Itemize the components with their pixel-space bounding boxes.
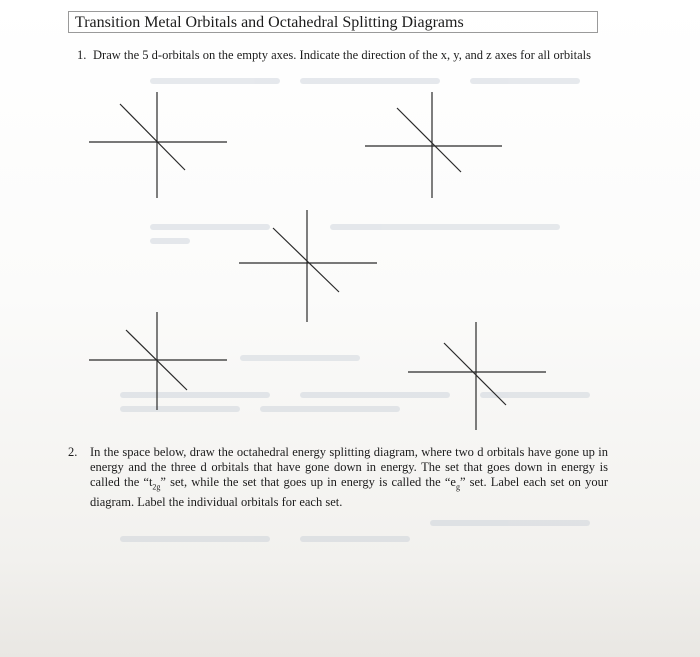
axes-5 [408, 322, 546, 430]
axes-3 [239, 210, 377, 322]
question-1-text: Draw the 5 d-orbitals on the empty axes. Indicate the direction of the x, y, and z axes for all orbitals [93, 48, 591, 62]
page-title: Transition Metal Orbitals and Octahedral Splitting Diagrams [68, 11, 598, 33]
question-2-text-part-c: ” set. Label each set on your diagram. Label the individual orbitals for each set. [90, 475, 608, 509]
question-2-text [90, 445, 608, 510]
question-2-text-part-b: ” set, while the set that goes up in energy is called the “e [160, 475, 456, 489]
question-2 [68, 445, 608, 510]
t2g-subscript: 2g [152, 482, 161, 492]
question-2-number: 2. [68, 445, 78, 459]
eg-subscript: g [455, 482, 460, 492]
axes-4 [89, 312, 227, 410]
axes-1 [89, 92, 227, 198]
question-2-text-part-a: In the space below, draw the octahedral energy splitting diagram, where two d orbitals have gone up in energy and the three d orbitals that have gone down in energy. The set that goes down in energy is called the “t [90, 445, 608, 489]
axes-2 [365, 92, 502, 198]
question-1-number: 1. [77, 48, 87, 62]
